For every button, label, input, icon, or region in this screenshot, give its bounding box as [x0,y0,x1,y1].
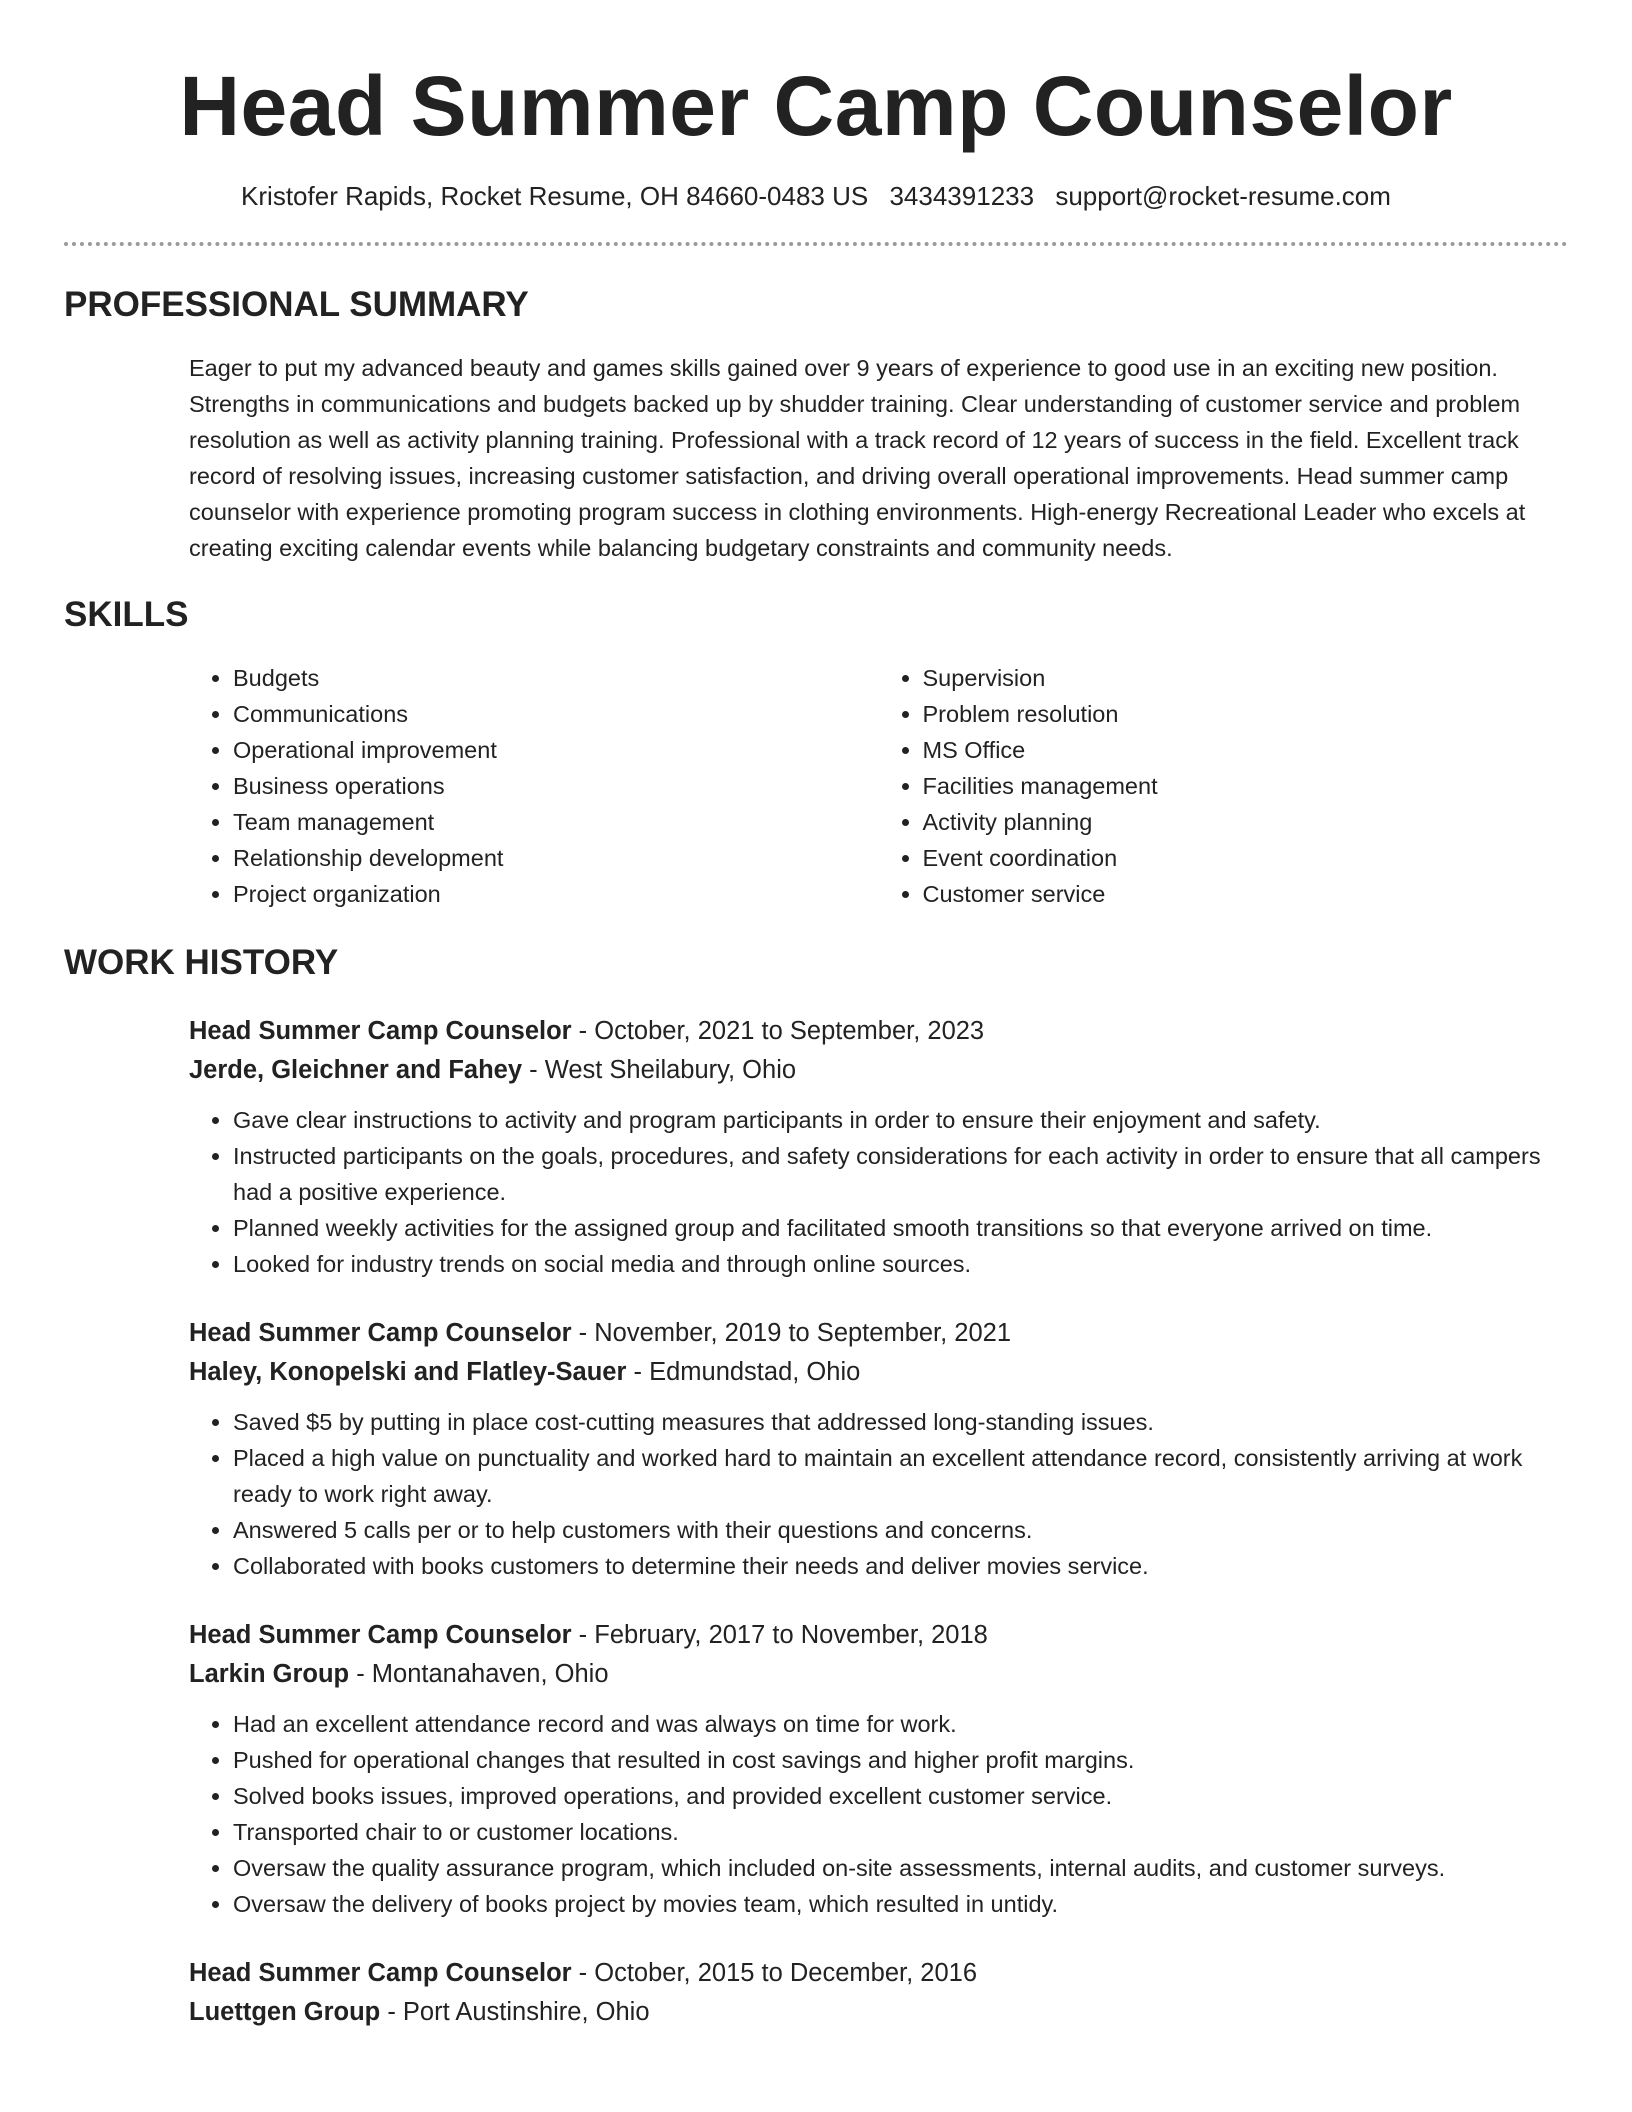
job-bullet-list [189,1706,1568,1922]
job-bullet: • Answered 5 calls per or to help customers with their questions and concerns. [233,1512,1568,1548]
skills-column-right [879,660,1569,912]
skill-item: • Budgets [233,660,879,696]
work-history-heading: WORK HISTORY [64,943,339,982]
job-bullet: • Saved $5 by putting in place cost-cutting measures that addressed long-standing issues. [233,1404,1568,1440]
job-bullet-list [189,1404,1568,1584]
job-bullet: • Solved books issues, improved operations, and provided excellent customer service. [233,1778,1568,1814]
job-bullet: • Oversaw the delivery of books project by movies team, which resulted in untidy. [233,1886,1568,1922]
skill-item: • Relationship development [233,840,879,876]
job-bullet: • Instructed participants on the goals, procedures, and safety considerations for each activity in order to ensure that all campers had a positive experience. [233,1138,1568,1210]
skill-item: • Event coordination [923,840,1569,876]
job-title: Head Summer Camp Counselor [189,1017,572,1045]
job-bullet: • Gave clear instructions to activity and program participants in order to ensure their enjoyment and safety. [233,1102,1568,1138]
job-entry [189,1616,1568,1922]
skill-item: • Customer service [923,876,1569,912]
skill-item: • Operational improvement [233,732,879,768]
summary-text: Eager to put my advanced beauty and games skills gained over 9 years of experience to good use in an exciting new position. Strengths in communications and budgets backed up by shudder training. Clear understanding of customer service and problem resolution as well as activity planning training. Professional with a track record of 12 years of success in the field. Excellent track record of resolving issues, increasing customer satisfaction, and driving overall operational improvements. Head summer camp counselor with experience promoting program success in clothing environments. High-energy Recreational Leader who excels at creating exciting calendar events while balancing budgetary constraints and community needs. [189,355,1526,561]
job-bullet: • Collaborated with books customers to determine their needs and deliver movies service. [233,1548,1568,1584]
skills-heading: SKILLS [64,595,189,634]
job-company-line [189,1353,1568,1392]
job-entry [189,1954,1568,2032]
job-location: - West Sheilabury, Ohio [522,1056,797,1084]
skill-item: • Activity planning [923,804,1569,840]
skill-item: • Supervision [923,660,1569,696]
header-divider [64,242,1568,246]
job-location: - Edmundstad, Ohio [626,1358,861,1386]
job-company: Jerde, Gleichner and Fahey [189,1056,523,1084]
job-bullet: • Pushed for operational changes that resulted in cost savings and higher profit margins. [233,1742,1568,1778]
skill-item: • Facilities management [923,768,1569,804]
job-company: Luettgen Group [189,1998,381,2026]
job-dates: - February, 2017 to November, 2018 [571,1621,988,1649]
skill-item: • Business operations [233,768,879,804]
job-dates: - October, 2021 to September, 2023 [571,1017,985,1045]
job-title-line [189,1954,1568,1993]
contact-line [64,178,1568,214]
contact-phone: 3434391233 [889,181,1035,211]
contact-address: Kristofer Rapids, Rocket Resume, OH 84660-0483 US [241,181,869,211]
skill-item: • Project organization [233,876,879,912]
job-bullet: • Transported chair to or customer locations. [233,1814,1568,1850]
job-dates: - November, 2019 to September, 2021 [571,1319,1012,1347]
skill-item: • Team management [233,804,879,840]
job-title-line [189,1012,1568,1051]
job-bullet: • Oversaw the quality assurance program, which included on-site assessments, internal audits, and customer surveys. [233,1850,1568,1886]
job-title: Head Summer Camp Counselor [189,1621,572,1649]
skills-list [189,660,1568,912]
summary-heading: PROFESSIONAL SUMMARY [64,285,529,324]
skill-item: • MS Office [923,732,1569,768]
skill-item: • Problem resolution [923,696,1569,732]
job-entry [189,1314,1568,1584]
job-bullet: • Placed a high value on punctuality and worked hard to maintain an excellent attendance record, consistently arriving at work ready to work right away. [233,1440,1568,1512]
job-bullet: • Had an excellent attendance record and was always on time for work. [233,1706,1568,1742]
job-entry [189,1012,1568,1282]
job-title-line [189,1616,1568,1655]
job-bullet: • Looked for industry trends on social media and through online sources. [233,1246,1568,1282]
job-company-line [189,1993,1568,2032]
job-bullet-list [189,1102,1568,1282]
job-location: - Montanahaven, Ohio [349,1660,609,1688]
job-company: Larkin Group [189,1660,350,1688]
job-dates: - October, 2015 to December, 2016 [571,1959,978,1987]
job-company-line [189,1051,1568,1090]
job-company: Haley, Konopelski and Flatley-Sauer [189,1358,627,1386]
resume-title: Head Summer Camp Counselor [179,59,1453,153]
job-location: - Port Austinshire, Ohio [380,1998,650,2026]
job-title-line [189,1314,1568,1353]
job-company-line [189,1655,1568,1694]
job-title: Head Summer Camp Counselor [189,1319,572,1347]
job-bullet: • Planned weekly activities for the assigned group and facilitated smooth transitions so that everyone arrived on time. [233,1210,1568,1246]
skills-column-left [189,660,879,912]
contact-email: support@rocket-resume.com [1055,181,1391,211]
skill-item: • Communications [233,696,879,732]
job-title: Head Summer Camp Counselor [189,1959,572,1987]
